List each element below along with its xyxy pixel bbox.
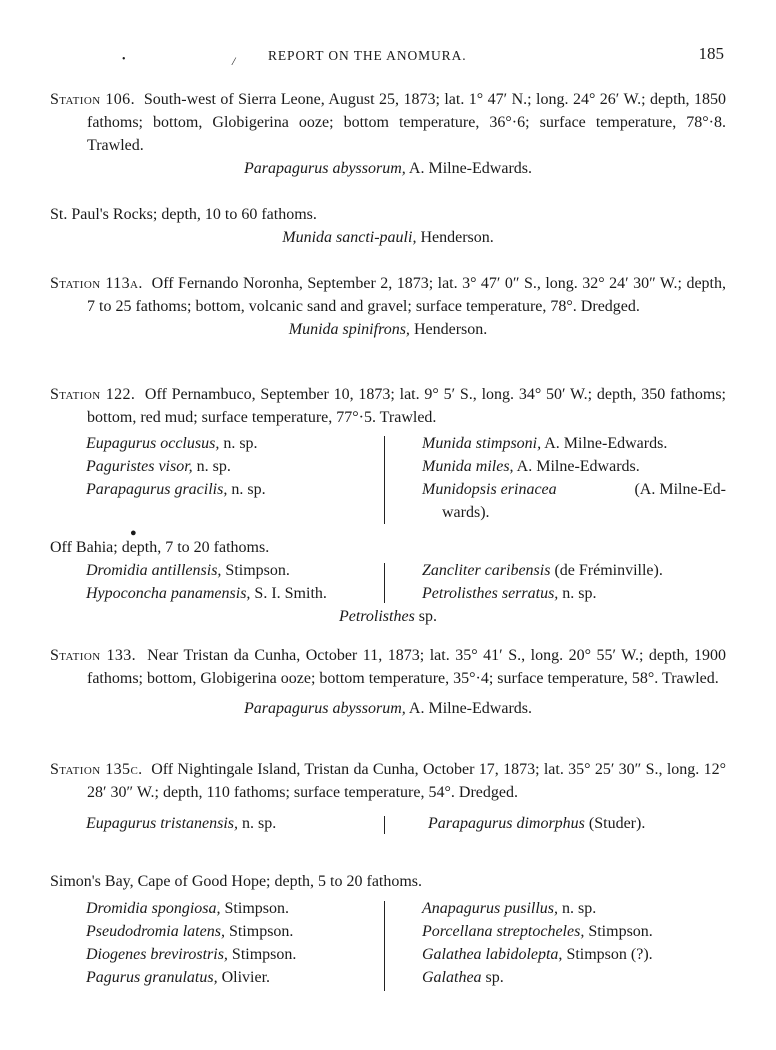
species-author: A. Milne-Edwards. bbox=[408, 160, 532, 177]
stray-dot-mark: • bbox=[122, 54, 126, 65]
species-column-left bbox=[86, 432, 382, 501]
species-column-right bbox=[422, 897, 726, 989]
species-name: Eupagurus tristanensis, bbox=[86, 815, 239, 832]
locality-description: St. Paul's Rocks; depth, 10 to 60 fathoms. bbox=[50, 206, 317, 223]
species-entry bbox=[50, 697, 726, 720]
species-author: Stimpson. bbox=[224, 900, 289, 917]
ink-speck-mark: ● bbox=[130, 527, 137, 539]
species-name: Parapagurus abyssorum, bbox=[243, 160, 406, 177]
column-divider bbox=[384, 816, 385, 834]
species-author: Henderson. bbox=[413, 321, 488, 338]
simons-bay-section bbox=[50, 870, 726, 993]
locality-description: Off Bahia; depth, 7 to 20 fathoms. bbox=[50, 539, 270, 556]
species-entry bbox=[422, 559, 726, 582]
species-column-right bbox=[428, 812, 732, 835]
station-label: Station 106. bbox=[50, 91, 135, 108]
station-113a-section bbox=[50, 272, 726, 341]
species-entry bbox=[50, 318, 726, 341]
station-details: Off Nightingale Island, Tristan da Cunha, October 17, 1873; lat. 35° 25′ 30″ S., long. 12° 28′ 30″ W.; depth, 110 fathoms; surface temperature, 54°. Dredged. bbox=[87, 761, 726, 801]
species-author-continuation: wards). bbox=[442, 504, 490, 521]
species-name: Munida sancti-pauli, bbox=[282, 229, 417, 246]
station-135c-description bbox=[50, 758, 726, 804]
species-author: (Studer). bbox=[588, 815, 646, 832]
species-column-right bbox=[422, 559, 726, 605]
species-author: A. Milne-Edwards. bbox=[516, 458, 640, 475]
species-author: n. sp. bbox=[231, 481, 266, 498]
species-entry bbox=[422, 478, 726, 501]
station-details: Off Fernando Noronha, September 2, 1873; lat. 3° 47′ 0″ S., long. 32° 24′ 30″ W.; depth, 7 to 25 fathoms; bottom, volcanic sand and gravel; surface temperature, 78°. Dredged. bbox=[87, 275, 727, 315]
species-name: Munidopsis erinacea bbox=[422, 481, 557, 498]
species-columns bbox=[50, 897, 726, 993]
species-author: n. sp. bbox=[562, 585, 597, 602]
station-label: Station 133. bbox=[50, 647, 137, 664]
station-122-description bbox=[50, 383, 726, 429]
species-column-left bbox=[86, 812, 382, 835]
station-label: Station 113a. bbox=[50, 275, 143, 292]
species-entry bbox=[86, 812, 382, 835]
column-divider bbox=[384, 901, 385, 991]
species-author: sp. bbox=[485, 969, 504, 986]
species-name: Paguristes visor, bbox=[86, 458, 193, 475]
species-entry bbox=[86, 897, 382, 920]
station-label: Station 135c. bbox=[50, 761, 143, 778]
species-entry bbox=[86, 432, 382, 455]
stray-slash-mark: / bbox=[232, 54, 236, 68]
station-details: Off Pernambuco, September 10, 1873; lat. 9° 5′ S., long. 34° 50′ W.; depth, 350 fathoms; bottom, red mud; surface temperature, 77°·5. Trawled. bbox=[87, 386, 726, 426]
species-author: Stimpson (?). bbox=[566, 946, 653, 963]
species-entry bbox=[86, 559, 382, 582]
species-entry bbox=[86, 966, 382, 989]
station-details: Near Tristan da Cunha, October 11, 1873; lat. 35° 41′ S., long. 20° 55′ W.; depth, 1900 fathoms; bottom, Globigerina ooze; bottom temperature, 35°·4; surface temperature, 58°. Trawled. bbox=[87, 647, 727, 687]
species-name: Pseudodromia latens, bbox=[86, 923, 225, 940]
species-entry bbox=[86, 920, 382, 943]
species-column-left bbox=[86, 897, 382, 989]
species-author: A. Milne-Edwards. bbox=[408, 700, 532, 717]
species-entry bbox=[50, 226, 726, 249]
species-entry bbox=[86, 943, 382, 966]
species-author: Henderson. bbox=[420, 229, 494, 246]
running-header bbox=[0, 42, 776, 68]
species-author: (de Fréminville). bbox=[554, 562, 663, 579]
station-113a-description bbox=[50, 272, 726, 318]
species-author: Olivier. bbox=[221, 969, 271, 986]
species-entry bbox=[422, 920, 726, 943]
species-author: S. I. Smith. bbox=[254, 585, 327, 602]
species-entry bbox=[428, 812, 732, 835]
species-author: (A. Milne-Ed- bbox=[634, 481, 726, 498]
species-name: Munida stimpsoni, bbox=[422, 435, 542, 452]
station-106-description bbox=[50, 88, 726, 157]
species-name: Munida spinifrons, bbox=[288, 321, 410, 338]
species-name: Diogenes brevirostris, bbox=[86, 946, 228, 963]
species-name: Eupagurus occlusus, bbox=[86, 435, 220, 452]
species-name: Munida miles, bbox=[422, 458, 514, 475]
locality-description: Simon's Bay, Cape of Good Hope; depth, 5 to 20 fathoms. bbox=[50, 873, 423, 890]
species-name: Anapagurus pusillus, bbox=[422, 900, 559, 917]
off-bahia-section bbox=[50, 536, 726, 628]
species-entry bbox=[86, 455, 382, 478]
page-number: 185 bbox=[698, 44, 724, 63]
species-author: n. sp. bbox=[223, 435, 258, 452]
species-columns bbox=[50, 559, 726, 605]
species-name: Parapagurus abyssorum, bbox=[243, 700, 406, 717]
species-name: Petrolisthes serratus, bbox=[422, 585, 559, 602]
species-name: Galathea bbox=[422, 969, 482, 986]
column-divider bbox=[384, 563, 385, 603]
st-pauls-rocks-section bbox=[50, 203, 726, 249]
species-author: Stimpson. bbox=[225, 562, 290, 579]
station-133-description bbox=[50, 644, 726, 690]
species-columns bbox=[50, 432, 726, 526]
species-entry bbox=[422, 897, 726, 920]
species-entry bbox=[50, 157, 726, 180]
species-author: n. sp. bbox=[242, 815, 277, 832]
species-columns bbox=[50, 812, 726, 838]
species-entry bbox=[422, 432, 726, 455]
species-name: Parapagurus gracilis, bbox=[86, 481, 228, 498]
species-entry bbox=[86, 582, 382, 605]
species-name: Pagurus granulatus, bbox=[86, 969, 218, 986]
species-author: n. sp. bbox=[562, 900, 597, 917]
station-label: Station 122. bbox=[50, 386, 136, 403]
species-entry bbox=[422, 966, 726, 989]
species-entry bbox=[422, 943, 726, 966]
species-name: Petrolisthes bbox=[338, 608, 415, 625]
station-106-section bbox=[50, 88, 726, 180]
station-135c-section bbox=[50, 758, 726, 838]
species-name: Dromidia spongiosa, bbox=[86, 900, 221, 917]
species-name: Dromidia antillensis, bbox=[86, 562, 222, 579]
species-author: A. Milne-Edwards. bbox=[544, 435, 668, 452]
running-title: REPORT ON THE ANOMURA. bbox=[268, 48, 467, 63]
species-entry bbox=[86, 478, 382, 501]
species-name: Hypoconcha panamensis, bbox=[86, 585, 251, 602]
species-name: Galathea labidolepta, bbox=[422, 946, 563, 963]
station-133-section bbox=[50, 644, 726, 720]
station-122-section bbox=[50, 383, 726, 526]
species-entry bbox=[50, 605, 726, 628]
species-author: Stimpson. bbox=[588, 923, 653, 940]
species-column-right bbox=[422, 432, 726, 524]
species-name: Porcellana streptocheles, bbox=[422, 923, 585, 940]
species-name: Zancliter caribensis bbox=[422, 562, 551, 579]
species-name: Parapagurus dimorphus bbox=[428, 815, 585, 832]
species-author: sp. bbox=[418, 608, 438, 625]
station-details: South-west of Sierra Leone, August 25, 1873; lat. 1° 47′ N.; long. 24° 26′ W.; depth, 1850 fathoms; bottom, Globigerina ooze; bottom temperature, 36°·6; surface temperature, 78°·8. Trawled. bbox=[87, 91, 726, 154]
species-author: Stimpson. bbox=[228, 923, 294, 940]
species-entry bbox=[422, 455, 726, 478]
species-column-left bbox=[86, 559, 382, 605]
species-author: n. sp. bbox=[196, 458, 231, 475]
column-divider bbox=[384, 436, 385, 524]
species-entry bbox=[422, 582, 726, 605]
species-author: Stimpson. bbox=[231, 946, 297, 963]
